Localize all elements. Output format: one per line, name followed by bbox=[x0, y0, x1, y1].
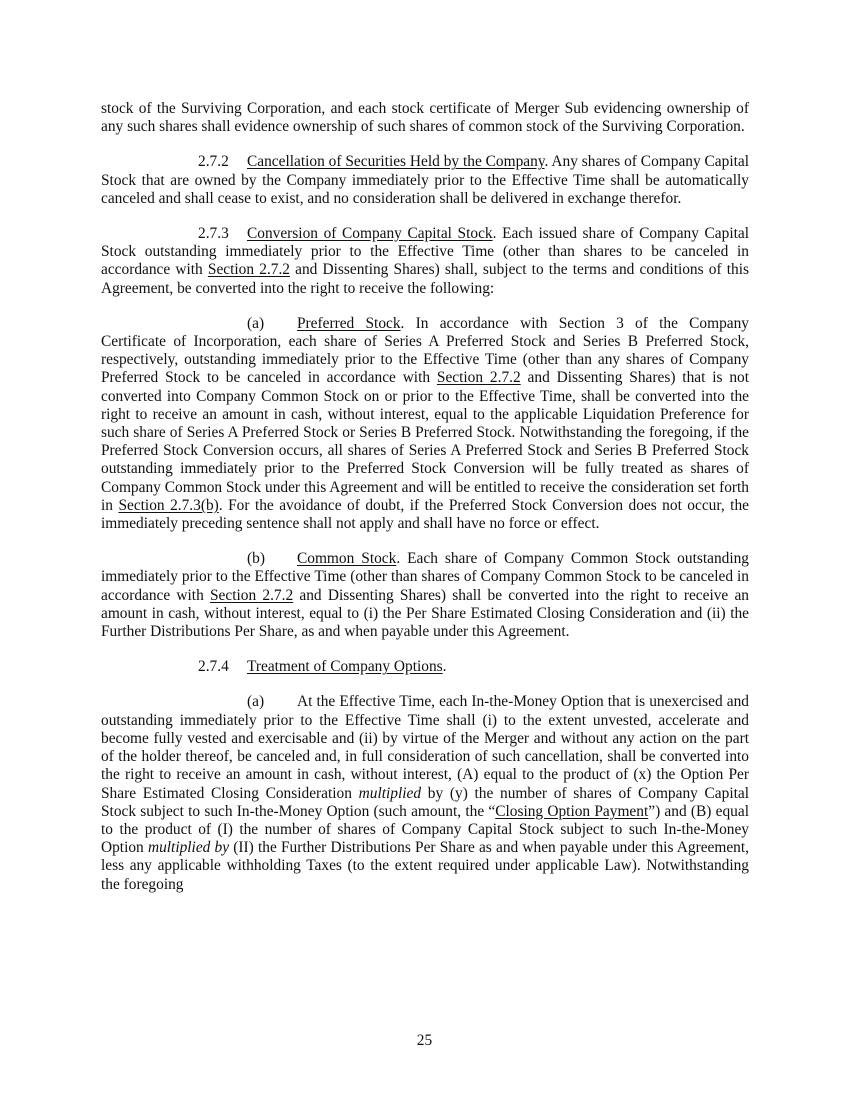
emphasis: multiplied by bbox=[147, 839, 230, 857]
subsection-body: and Dissenting Shares) shall be converted into the right to receive an amount in cash, without interest, equal to (i) the Per Share Estimated Closing Consideration and (ii) the Further Distributions Per Share, as and when payable under this Agreement. bbox=[101, 586, 749, 641]
cross-reference: Section 2.7.2 bbox=[210, 586, 294, 604]
paragraph-continuation: stock of the Surviving Corporation, and each stock certificate of Merger Sub evidencing ownership of any such shares shall evidence ownership of such shares of common stock of the Surviving Corporation. bbox=[101, 100, 749, 136]
subsection-body: . In accordance with Section 3 of the Company Certificate of Incorporation, each share of Series A Preferred Stock and Series B Preferred Stock, respectively, outstanding immediately prior to the Effective Time (other than any shares of Company Preferred Stock to be canceled in accordance with bbox=[101, 314, 749, 387]
emphasis: multiplied bbox=[358, 784, 422, 802]
cross-reference: Section 2.7.2 bbox=[207, 261, 290, 279]
section-2-7-3-b bbox=[101, 550, 749, 641]
cross-reference: Section 2.7.3(b) bbox=[118, 496, 219, 514]
subsection-title: Common Stock bbox=[297, 550, 397, 568]
subsection-label: (b) bbox=[247, 550, 265, 568]
section-body: and Dissenting Shares) shall, subject to the terms and conditions of this Agreement, be converted into the right to receive the following: bbox=[101, 261, 749, 297]
section-number: 2.7.2 bbox=[198, 153, 229, 171]
section-title: Cancellation of Securities Held by the Company bbox=[247, 153, 545, 171]
subsection-body: by (y) the number of shares of Company Capital Stock subject to such In-the-Money Option (such amount, the “ bbox=[101, 784, 749, 820]
section-body: . Each issued share of Company Capital Stock outstanding immediately prior to the Effective Time (other than shares to be canceled in accordance with bbox=[101, 225, 749, 279]
subsection-body: At the Effective Time, each In-the-Money Option that is unexercised and outstanding immediately prior to the Effective Time shall (i) to the extent unvested, accelerate and become fully vested and exercisable and (ii) by virtue of the Merger and without any action on the part of the holder thereof, be canceled and, in full consideration of such cancellation, shall be converted into the right to receive an amount in cash, without interest, (A) equal to the product of (x) the Option Per Share Estimated Closing Consideration bbox=[101, 693, 749, 802]
subsection-body: and Dissenting Shares) that is not converted into Company Common Stock on or prior to the Effective Time, shall be converted into the right to receive an amount in cash, without interest, equal to the applicable Liquidation Preference for such share of Series A Preferred Stock or Series B Preferred Stock. Notwithstanding the foregoing, if the Preferred Stock Conversion occurs, all shares of Series A Preferred Stock and Series B Preferred Stock outstanding immediately prior to the Preferred Stock Conversion will be fully treated as shares of Company Common Stock under this Agreement and will be entitled to receive the consideration set forth in bbox=[101, 369, 749, 514]
cross-reference: Section 2.7.2 bbox=[436, 369, 521, 387]
page-number: 25 bbox=[416, 1032, 433, 1049]
subsection-label: (a) bbox=[247, 693, 265, 711]
section-2-7-3-a bbox=[101, 315, 749, 533]
subsection-body: . For the avoidance of doubt, if the Preferred Stock Conversion does not occur, the immediately preceding sentence shall not apply and shall have no force or effect. bbox=[101, 496, 749, 533]
section-title: Conversion of Company Capital Stock bbox=[247, 225, 493, 243]
section-number: 2.7.4 bbox=[198, 658, 229, 676]
section-2-7-4-a bbox=[101, 693, 749, 893]
subsection-label: (a) bbox=[247, 314, 265, 332]
subsection-body: . Each share of Company Common Stock outstanding immediately prior to the Effective Time (other than shares of Company Common Stock to be canceled in accordance with bbox=[101, 550, 750, 604]
document-page bbox=[101, 100, 749, 911]
section-2-7-2 bbox=[101, 153, 749, 208]
section-body: . bbox=[442, 658, 447, 676]
section-title: Treatment of Company Options bbox=[247, 658, 443, 676]
section-number: 2.7.3 bbox=[198, 225, 229, 243]
section-2-7-4 bbox=[101, 658, 749, 676]
subsection-title: Preferred Stock bbox=[297, 314, 401, 332]
defined-term: Closing Option Payment bbox=[495, 802, 649, 820]
section-2-7-3 bbox=[101, 225, 749, 298]
section-body: . Any shares of Company Capital Stock that are owned by the Company immediately prior to the Effective Time shall be automatically canceled and shall cease to exist, and no consideration shall be delivered in exchange therefor. bbox=[101, 153, 749, 207]
subsection-body: ”) and (B) equal to the product of (I) the number of shares of Company Capital Stock subject to such In-the-Money Option bbox=[101, 802, 749, 857]
subsection-body: (II) the Further Distributions Per Share as and when payable under this Agreement, less any applicable withholding Taxes (to the extent required under applicable Law). Notwithstanding the foregoing bbox=[101, 839, 749, 893]
